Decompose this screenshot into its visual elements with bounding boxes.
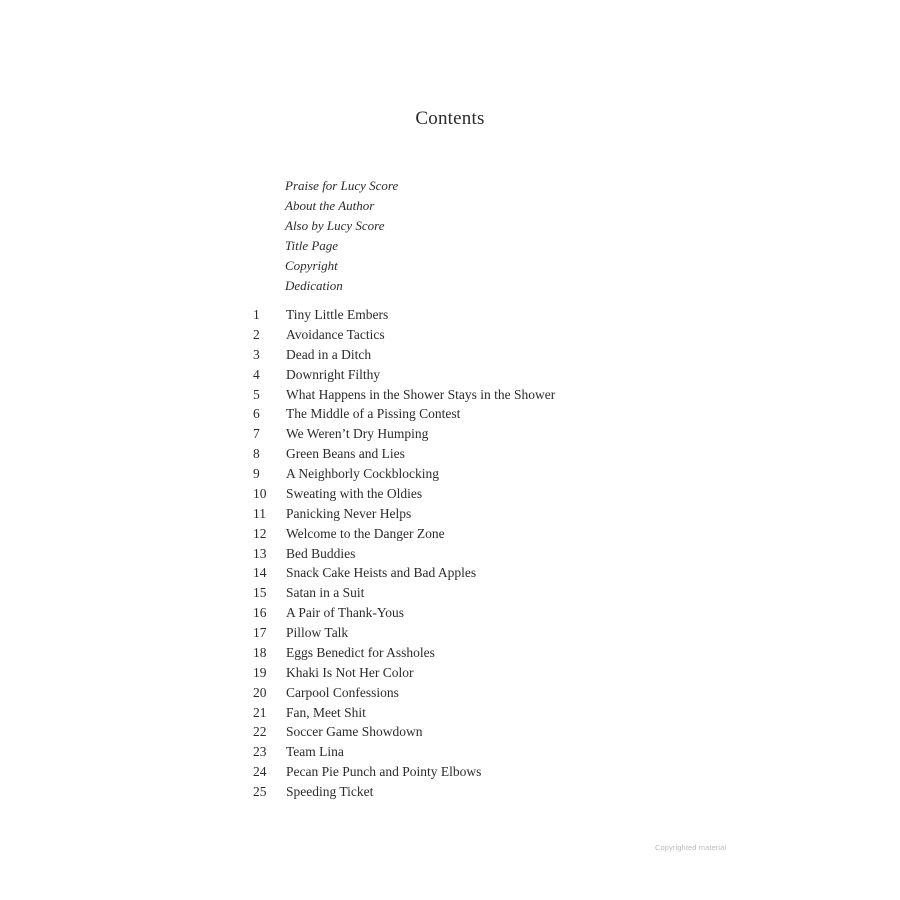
chapter-row bbox=[253, 345, 555, 365]
chapter-row bbox=[253, 504, 555, 524]
chapter-title: Tiny Little Embers bbox=[286, 307, 389, 322]
chapter-row bbox=[253, 524, 555, 544]
chapter-row bbox=[253, 603, 555, 623]
chapter-title: Welcome to the Danger Zone bbox=[286, 525, 445, 541]
chapter-number: 12 bbox=[253, 525, 267, 541]
chapter-number: 4 bbox=[253, 366, 260, 382]
chapter-row bbox=[253, 722, 555, 742]
chapter-row bbox=[253, 385, 555, 405]
chapter-number: 13 bbox=[253, 545, 267, 561]
chapter-title: A Pair of Thank-Yous bbox=[286, 605, 405, 621]
chapter-row bbox=[253, 762, 555, 782]
chapter-number: 5 bbox=[253, 386, 260, 402]
chapter-title: Snack Cake Heists and Bad Apples bbox=[286, 565, 477, 581]
chapter-title: A Neighborly Cockblocking bbox=[286, 466, 439, 481]
chapter-title: Dead in a Ditch bbox=[286, 346, 372, 362]
chapter-row bbox=[253, 305, 555, 325]
chapter-number: 19 bbox=[253, 664, 267, 680]
chapter-number: 3 bbox=[253, 346, 260, 362]
chapter-title: Satan in a Suit bbox=[286, 585, 365, 601]
chapter-title: Soccer Game Showdown bbox=[286, 724, 423, 740]
chapter-row bbox=[253, 325, 555, 345]
chapter-title: Avoidance Tactics bbox=[286, 326, 385, 342]
chapter-title: Pillow Talk bbox=[286, 625, 349, 640]
chapter-title: Bed Buddies bbox=[286, 545, 356, 561]
chapter-number: 20 bbox=[253, 684, 267, 700]
chapter-number: 17 bbox=[253, 625, 267, 640]
chapter-number: 9 bbox=[253, 466, 260, 481]
chapter-title: Sweating with the Oldies bbox=[286, 485, 423, 501]
chapter-number: 8 bbox=[253, 446, 260, 462]
front-matter-item: Praise for Lucy Score bbox=[285, 178, 399, 193]
chapter-row bbox=[253, 703, 555, 723]
chapter-title: Eggs Benedict for Assholes bbox=[286, 644, 435, 660]
chapter-title: Panicking Never Helps bbox=[286, 505, 412, 521]
chapter-number: 24 bbox=[253, 764, 267, 780]
front-matter-item: Dedication bbox=[285, 277, 343, 293]
chapter-number: 18 bbox=[253, 644, 267, 660]
front-matter-list bbox=[285, 176, 398, 295]
chapter-title: We Weren’t Dry Humping bbox=[286, 426, 429, 442]
chapter-row bbox=[253, 563, 555, 583]
front-matter-item: Title Page bbox=[285, 237, 339, 253]
chapter-row bbox=[253, 782, 555, 802]
chapter-number: 2 bbox=[253, 326, 260, 342]
chapter-row bbox=[253, 583, 555, 603]
chapter-number: 7 bbox=[253, 426, 260, 442]
chapter-title: Pecan Pie Punch and Pointy Elbows bbox=[286, 764, 482, 780]
chapter-row bbox=[253, 663, 555, 683]
chapter-number: 11 bbox=[253, 505, 266, 521]
chapter-title: Khaki Is Not Her Color bbox=[286, 664, 414, 680]
chapter-title: Speeding Ticket bbox=[286, 784, 374, 799]
front-matter-item: About the Author bbox=[285, 197, 375, 213]
chapter-number: 6 bbox=[253, 406, 260, 422]
chapter-number: 23 bbox=[253, 744, 267, 760]
chapter-number: 22 bbox=[253, 724, 267, 740]
chapter-row bbox=[253, 424, 555, 444]
chapter-row bbox=[253, 683, 555, 703]
chapter-title: Fan, Meet Shit bbox=[286, 704, 366, 720]
chapter-row bbox=[253, 544, 555, 564]
chapter-title: What Happens in the Shower Stays in the Shower bbox=[286, 386, 556, 402]
chapter-row bbox=[253, 404, 555, 424]
chapter-title: Downright Filthy bbox=[286, 366, 381, 382]
chapter-list bbox=[253, 305, 555, 802]
chapter-title: Team Lina bbox=[286, 744, 344, 760]
chapter-row bbox=[253, 643, 555, 663]
chapter-number: 14 bbox=[253, 565, 267, 581]
chapter-row bbox=[253, 444, 555, 464]
page-title: Contents bbox=[415, 108, 485, 129]
chapter-row bbox=[253, 484, 555, 504]
front-matter-item: Copyright bbox=[285, 257, 338, 273]
chapter-number: 21 bbox=[253, 704, 267, 720]
chapter-row bbox=[253, 623, 555, 643]
chapter-title: The Middle of a Pissing Contest bbox=[286, 406, 461, 422]
chapter-number: 10 bbox=[253, 485, 267, 501]
chapter-title: Green Beans and Lies bbox=[286, 446, 405, 462]
chapter-row bbox=[253, 464, 555, 484]
chapter-number: 1 bbox=[253, 307, 260, 322]
chapter-number: 25 bbox=[253, 784, 267, 799]
chapter-number: 15 bbox=[253, 585, 267, 601]
copyright-watermark: Copyrighted material bbox=[655, 843, 727, 852]
chapter-row bbox=[253, 742, 555, 762]
chapter-row bbox=[253, 365, 555, 385]
chapter-number: 16 bbox=[253, 605, 267, 621]
front-matter-item: Also by Lucy Score bbox=[285, 217, 385, 233]
chapter-title: Carpool Confessions bbox=[286, 684, 399, 700]
